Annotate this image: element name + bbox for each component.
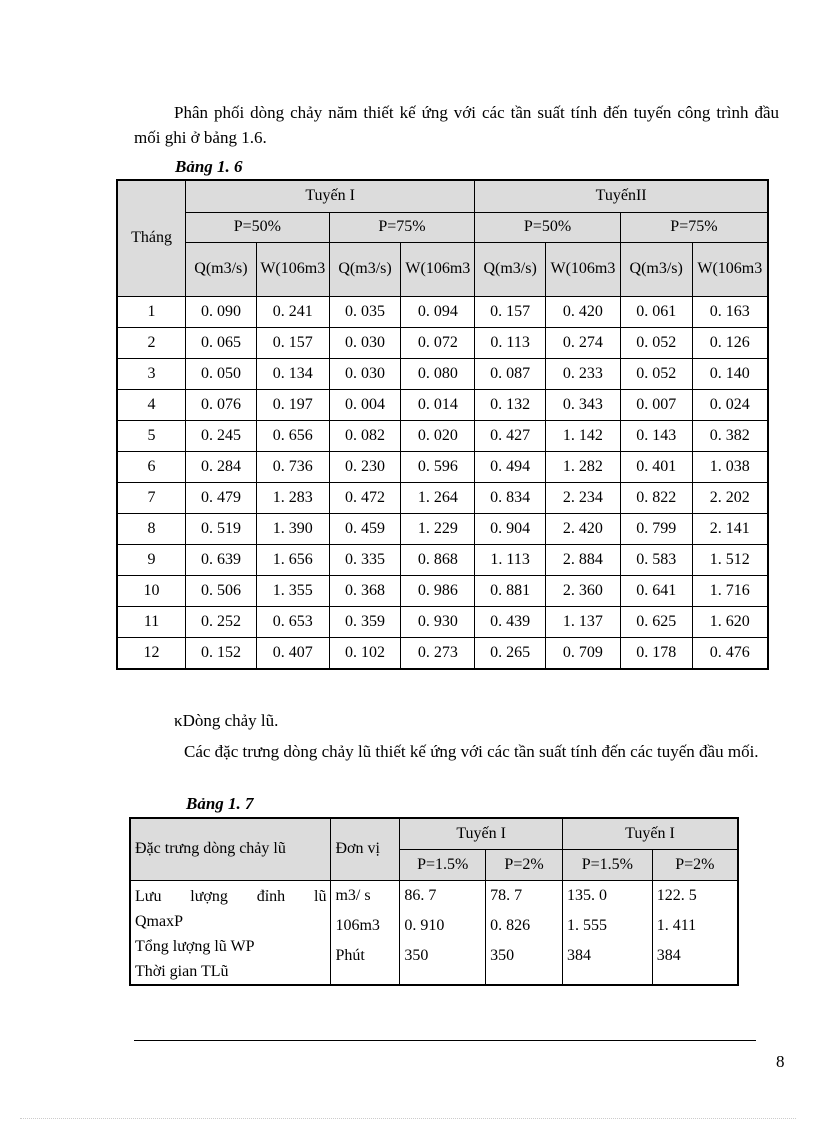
p2-header: P=2% xyxy=(652,849,738,880)
w-unit-header: W(106m3 xyxy=(256,242,329,296)
value-cell: 0. 233 xyxy=(546,358,621,389)
char-total-volume: Tổng lượng lũ WP xyxy=(135,937,255,955)
value-cell: 0. 126 xyxy=(692,327,768,358)
page-bottom-edge xyxy=(20,1118,796,1119)
value-cell: 0. 479 xyxy=(186,482,257,513)
value-cell: 0. 030 xyxy=(329,358,401,389)
p2-header: P=2% xyxy=(486,849,563,880)
value-cell: 0. 625 xyxy=(620,606,692,637)
value-cell: 0. 709 xyxy=(546,637,621,669)
month-cell: 5 xyxy=(117,420,186,451)
value-cell: 0. 799 xyxy=(620,513,692,544)
value: 350 xyxy=(404,946,429,964)
month-cell: 4 xyxy=(117,389,186,420)
value-cell: 0. 472 xyxy=(329,482,401,513)
value-cell: 0. 132 xyxy=(475,389,546,420)
value-cell: 0. 596 xyxy=(401,451,475,482)
month-cell: 2 xyxy=(117,327,186,358)
value-cell: 0. 359 xyxy=(329,606,401,637)
table-row xyxy=(117,358,768,389)
value-cell xyxy=(486,880,563,985)
value-cell: 1. 142 xyxy=(546,420,621,451)
value: 384 xyxy=(566,946,591,964)
value-cell xyxy=(562,880,652,985)
value-cell: 0. 087 xyxy=(475,358,546,389)
value-cell: 0. 284 xyxy=(186,451,257,482)
value-cell: 0. 506 xyxy=(186,575,257,606)
unit-cell xyxy=(331,880,400,985)
value-cell: 2. 234 xyxy=(546,482,621,513)
value-cell: 0. 143 xyxy=(620,420,692,451)
table-row xyxy=(117,575,768,606)
value-cell: 0. 382 xyxy=(692,420,768,451)
month-header: Tháng xyxy=(117,180,186,296)
value-cell: 0. 157 xyxy=(256,327,329,358)
value-cell: 0. 007 xyxy=(620,389,692,420)
value-cell: 0. 004 xyxy=(329,389,401,420)
value-cell: 0. 163 xyxy=(692,296,768,327)
value-cell: 0. 736 xyxy=(256,451,329,482)
value-cell: 0. 420 xyxy=(546,296,621,327)
q-unit-header: Q(m3/s) xyxy=(620,242,692,296)
value-cell: 0. 274 xyxy=(546,327,621,358)
tuyen-1-header: Tuyến I xyxy=(186,180,475,212)
w-unit-header: W(106m3 xyxy=(401,242,475,296)
value-cell: 0. 656 xyxy=(256,420,329,451)
value-cell: 0. 020 xyxy=(401,420,475,451)
p75-header: P=75% xyxy=(329,212,475,242)
table-row xyxy=(117,327,768,358)
table-row xyxy=(117,296,768,327)
unit-value: Phút xyxy=(335,946,365,964)
value-cell: 0. 072 xyxy=(401,327,475,358)
flood-char-cell xyxy=(130,880,331,985)
value-cell: 0. 080 xyxy=(401,358,475,389)
value-cell: 1. 390 xyxy=(256,513,329,544)
month-cell: 3 xyxy=(117,358,186,389)
value-cell: 0. 343 xyxy=(546,389,621,420)
p15-header: P=1.5% xyxy=(400,849,486,880)
month-cell: 1 xyxy=(117,296,186,327)
value-cell: 0. 881 xyxy=(475,575,546,606)
footer-rule xyxy=(134,1040,756,1041)
month-cell: 10 xyxy=(117,575,186,606)
value: 0. 910 xyxy=(404,916,445,934)
value-cell: 2. 420 xyxy=(546,513,621,544)
value: 0. 826 xyxy=(490,916,531,934)
month-cell: 7 xyxy=(117,482,186,513)
flood-paragraph: Các đặc trưng dòng chảy lũ thiết kế ứng với các tần suất tính đến các tuyến đầu mối. xyxy=(184,742,759,761)
w-unit-header: W(106m3 xyxy=(692,242,768,296)
value-cell: 0. 904 xyxy=(475,513,546,544)
value-cell: 0. 252 xyxy=(186,606,257,637)
value-cell: 0. 459 xyxy=(329,513,401,544)
month-cell: 9 xyxy=(117,544,186,575)
char-duration: Thời gian TLũ xyxy=(135,962,229,980)
value-cell: 0. 519 xyxy=(186,513,257,544)
p50-header: P=50% xyxy=(186,212,330,242)
q-unit-header: Q(m3/s) xyxy=(186,242,257,296)
flood-section-heading: κDòng chảy lũ. xyxy=(174,711,279,730)
value-cell: 1. 137 xyxy=(546,606,621,637)
value-cell: 0. 050 xyxy=(186,358,257,389)
q-unit-header: Q(m3/s) xyxy=(329,242,401,296)
value: 1. 555 xyxy=(566,916,607,934)
value-cell: 0. 140 xyxy=(692,358,768,389)
value-cell: 0. 641 xyxy=(620,575,692,606)
value-cell: 0. 265 xyxy=(475,637,546,669)
table-1-6 xyxy=(116,179,769,670)
unit-header: Đơn vị xyxy=(331,818,400,880)
value-cell: 0. 094 xyxy=(401,296,475,327)
value-cell: 0. 230 xyxy=(329,451,401,482)
value-cell: 0. 335 xyxy=(329,544,401,575)
value-cell: 0. 178 xyxy=(620,637,692,669)
value-cell: 0. 368 xyxy=(329,575,401,606)
value-cell: 0. 439 xyxy=(475,606,546,637)
value-cell xyxy=(652,880,738,985)
value: 86. 7 xyxy=(404,886,437,904)
value-cell: 1. 716 xyxy=(692,575,768,606)
table-1-7 xyxy=(129,817,739,986)
flood-char-header: Đặc trưng dòng chảy lũ xyxy=(130,818,331,880)
value-cell: 0. 102 xyxy=(329,637,401,669)
tuyen-a-header: Tuyến I xyxy=(400,818,563,849)
value-cell: 1. 282 xyxy=(546,451,621,482)
value-cell: 0. 014 xyxy=(401,389,475,420)
value-cell: 1. 283 xyxy=(256,482,329,513)
value-cell: 0. 834 xyxy=(475,482,546,513)
value-cell: 2. 360 xyxy=(546,575,621,606)
char-qmaxp: QmaxP xyxy=(135,912,183,930)
value-cell xyxy=(400,880,486,985)
value: 350 xyxy=(490,946,515,964)
unit-value: m3/ s xyxy=(335,886,371,904)
value: 122. 5 xyxy=(656,886,697,904)
month-cell: 6 xyxy=(117,451,186,482)
value-cell: 0. 476 xyxy=(692,637,768,669)
value-cell: 1. 620 xyxy=(692,606,768,637)
value-cell: 0. 986 xyxy=(401,575,475,606)
w-unit-header: W(106m3 xyxy=(546,242,621,296)
p75-header: P=75% xyxy=(620,212,768,242)
value-cell: 0. 197 xyxy=(256,389,329,420)
value-cell: 0. 494 xyxy=(475,451,546,482)
value-cell: 1. 355 xyxy=(256,575,329,606)
month-cell: 8 xyxy=(117,513,186,544)
table-row xyxy=(117,637,768,669)
page-number: 8 xyxy=(776,1052,785,1071)
value: 1. 411 xyxy=(656,916,697,934)
unit-value: 106m3 xyxy=(335,916,380,934)
table-row xyxy=(117,513,768,544)
p50-header: P=50% xyxy=(475,212,621,242)
value-cell: 0. 157 xyxy=(475,296,546,327)
value-cell: 0. 245 xyxy=(186,420,257,451)
value-cell: 0. 273 xyxy=(401,637,475,669)
intro-paragraph: Phân phối dòng chảy năm thiết kế ứng với các tần suất tính đến tuyến công trình đầu mối ghi ở bảng 1.6. xyxy=(134,103,779,147)
value-cell: 0. 583 xyxy=(620,544,692,575)
value: 384 xyxy=(656,946,681,964)
value: 135. 0 xyxy=(566,886,607,904)
value-cell: 1. 229 xyxy=(401,513,475,544)
value-cell: 0. 082 xyxy=(329,420,401,451)
value-cell: 0. 152 xyxy=(186,637,257,669)
table-1-6-caption: Bảng 1. 6 xyxy=(175,157,243,176)
value-cell: 0. 030 xyxy=(329,327,401,358)
value-cell: 0. 061 xyxy=(620,296,692,327)
value-cell: 0. 134 xyxy=(256,358,329,389)
value-cell: 0. 427 xyxy=(475,420,546,451)
value-cell: 1. 038 xyxy=(692,451,768,482)
char-peak-discharge: Lưu lượng đỉnh lũ xyxy=(135,887,327,905)
value-cell: 0. 024 xyxy=(692,389,768,420)
value-cell: 0. 241 xyxy=(256,296,329,327)
value-cell: 0. 052 xyxy=(620,358,692,389)
value-cell: 0. 052 xyxy=(620,327,692,358)
value-cell: 0. 639 xyxy=(186,544,257,575)
value-cell: 2. 202 xyxy=(692,482,768,513)
table-row xyxy=(117,606,768,637)
month-cell: 12 xyxy=(117,637,186,669)
value-cell: 0. 065 xyxy=(186,327,257,358)
value-cell: 0. 113 xyxy=(475,327,546,358)
value-cell: 0. 090 xyxy=(186,296,257,327)
table-row xyxy=(117,482,768,513)
tuyen-2-header: TuyếnII xyxy=(475,180,768,212)
p15-header: P=1.5% xyxy=(562,849,652,880)
value-cell: 0. 868 xyxy=(401,544,475,575)
table-row xyxy=(117,451,768,482)
value-cell: 0. 076 xyxy=(186,389,257,420)
table-row xyxy=(117,544,768,575)
value-cell: 2. 884 xyxy=(546,544,621,575)
table-1-7-caption: Bảng 1. 7 xyxy=(186,794,254,813)
value-cell: 0. 401 xyxy=(620,451,692,482)
value-cell: 1. 656 xyxy=(256,544,329,575)
q-unit-header: Q(m3/s) xyxy=(475,242,546,296)
table-row xyxy=(117,389,768,420)
value-cell: 1. 264 xyxy=(401,482,475,513)
value-cell: 1. 512 xyxy=(692,544,768,575)
tuyen-b-header: Tuyến I xyxy=(562,818,738,849)
table-row xyxy=(117,420,768,451)
month-cell: 11 xyxy=(117,606,186,637)
value-cell: 1. 113 xyxy=(475,544,546,575)
value: 78. 7 xyxy=(490,886,523,904)
value-cell: 0. 822 xyxy=(620,482,692,513)
value-cell: 0. 653 xyxy=(256,606,329,637)
value-cell: 2. 141 xyxy=(692,513,768,544)
value-cell: 0. 407 xyxy=(256,637,329,669)
value-cell: 0. 035 xyxy=(329,296,401,327)
value-cell: 0. 930 xyxy=(401,606,475,637)
